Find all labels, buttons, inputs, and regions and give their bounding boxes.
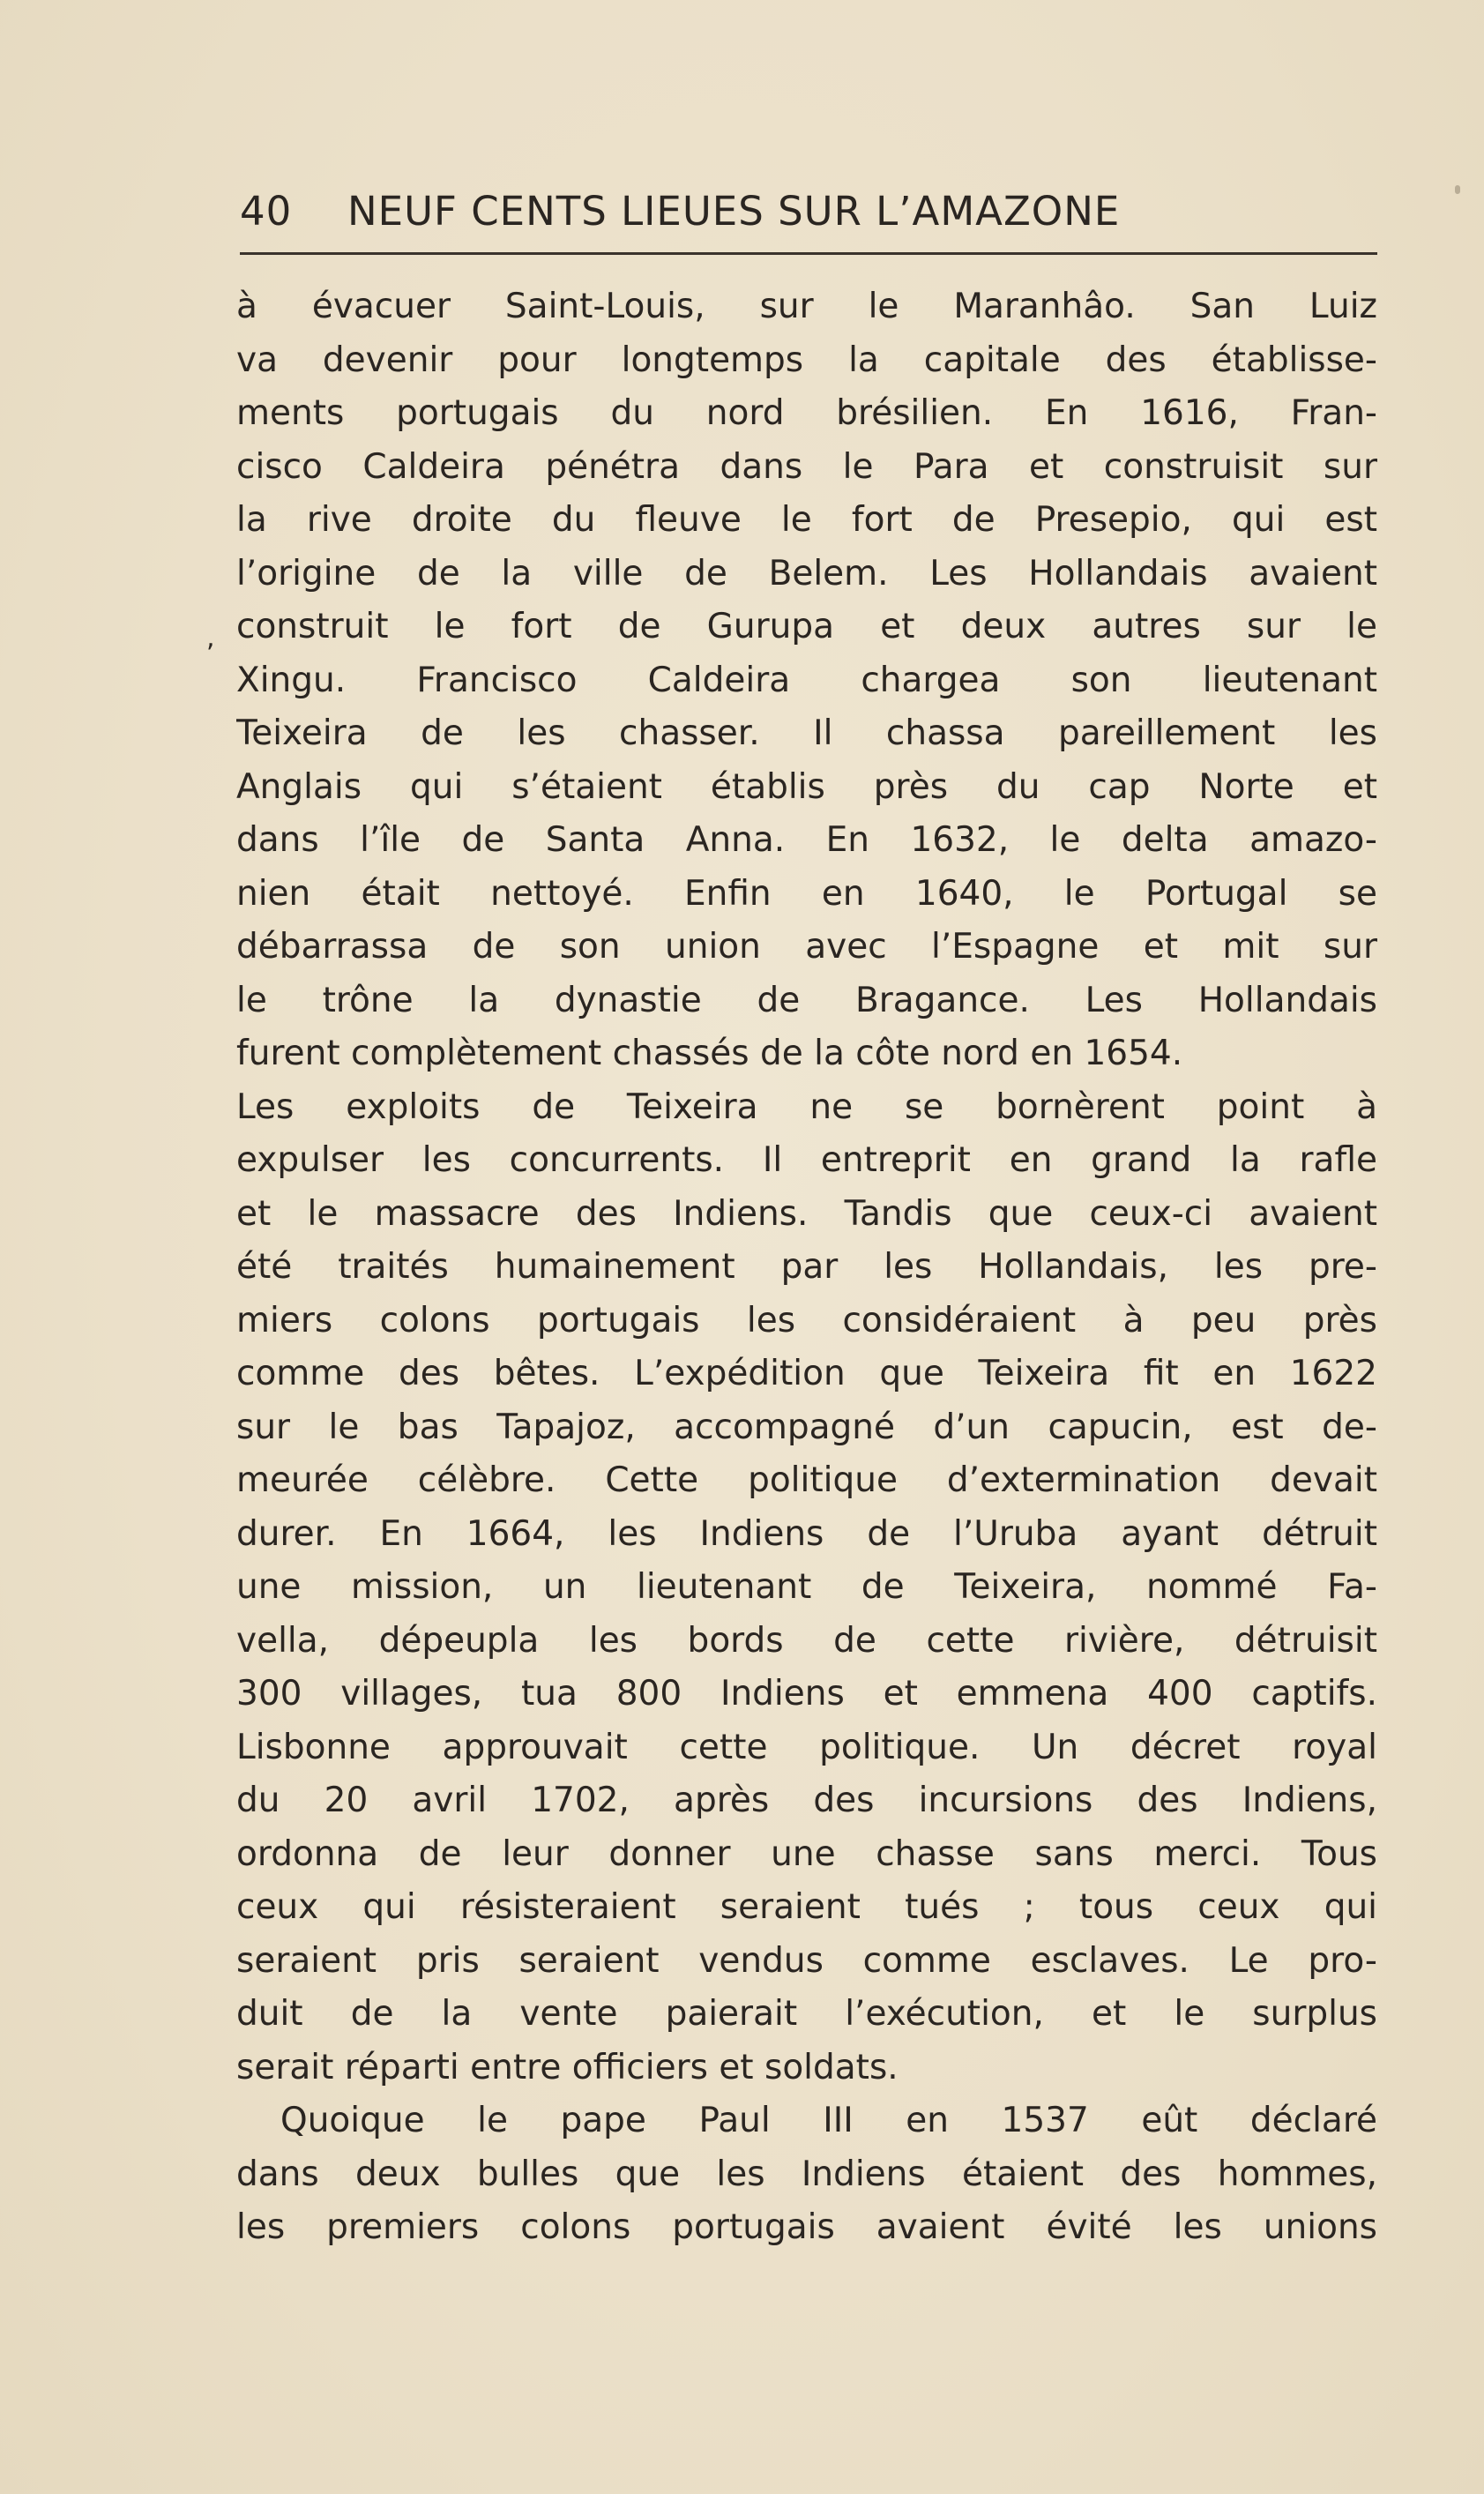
- text-line: les premiers colons portugais avaient évité les unions: [236, 2207, 1377, 2247]
- text-line: dans deux bulles que les Indiens étaient des hommes,: [236, 2154, 1377, 2194]
- text-line: été traités humainement par les Hollandais, les pre-: [236, 1247, 1377, 1287]
- text-line: Teixeira de les chasser. Il chassa pareillement les: [236, 713, 1377, 753]
- text-line: une mission, un lieutenant de Teixeira, nommé Fa-: [236, 1567, 1377, 1607]
- text-line: furent complètement chassés de la côte nord en 1654.: [236, 1034, 1183, 1073]
- text-line: et le massacre des Indiens. Tandis que ceux-ci avaient: [236, 1193, 1377, 1234]
- text-line: le trône la dynastie de Bragance. Les Hollandais: [236, 980, 1377, 1020]
- text-line: à évacuer Saint-Louis, sur le Maranhâo. San Luiz: [236, 287, 1377, 326]
- text-line: 300 villages, tua 800 Indiens et emmena 400 captifs.: [236, 1674, 1377, 1714]
- text-line: dans l’île de Santa Anna. En 1632, le delta amazo-: [236, 820, 1377, 860]
- stray-comma-mark: ,: [206, 623, 215, 653]
- text-line: expulser les concurrents. Il entreprit en grand la rafle: [236, 1140, 1377, 1180]
- page-number: 40: [240, 188, 293, 235]
- text-line: Anglais qui s’étaient établis près du cap Norte et: [236, 766, 1377, 807]
- text-line: ments portugais du nord brésilien. En 1616, Fran-: [236, 393, 1377, 433]
- text-line: Les exploits de Teixeira ne se bornèrent point à: [236, 1086, 1377, 1127]
- text-line: duit de la vente paierait l’exécution, et le surplus: [236, 1994, 1377, 2034]
- body-text: [236, 280, 1377, 2255]
- text-line: nien était nettoyé. Enfin en 1640, le Portugal se: [236, 873, 1377, 914]
- text-line: serait réparti entre officiers et soldats.: [236, 2047, 899, 2087]
- text-line: meurée célèbre. Cette politique d’extermination devait: [236, 1460, 1377, 1500]
- text-line: comme des bêtes. L’expédition que Teixeira fit en 1622: [236, 1354, 1377, 1393]
- text-line: seraient pris seraient vendus comme esclaves. Le pro-: [236, 1940, 1377, 1981]
- running-header: [240, 181, 1377, 243]
- text-line: Quoique le pape Paul III en 1537 eût déclaré: [280, 2101, 1377, 2140]
- text-line: Lisbonne approuvait cette politique. Un décret royal: [236, 1727, 1377, 1767]
- text-line: ceux qui résisteraient seraient tués ; tous ceux qui: [236, 1887, 1377, 1927]
- running-title: NEUF CENTS LIEUES SUR L’AMAZONE: [347, 188, 1121, 235]
- margin-speck: [1455, 185, 1460, 194]
- text-line: la rive droite du fleuve le fort de Presepio, qui est: [236, 500, 1377, 540]
- text-line: l’origine de la ville de Belem. Les Hollandais avaient: [236, 553, 1377, 594]
- text-line: cisco Caldeira pénétra dans le Para et construisit sur: [236, 446, 1377, 487]
- text-line: construit le fort de Gurupa et deux autres sur le: [236, 607, 1377, 646]
- text-line: débarrassa de son union avec l’Espagne et mit sur: [236, 927, 1377, 967]
- text-line: durer. En 1664, les Indiens de l’Uruba ayant détruit: [236, 1513, 1377, 1554]
- text-line: du 20 avril 1702, après des incursions des Indiens,: [236, 1781, 1377, 1820]
- header-rule: [240, 252, 1377, 255]
- text-line: miers colons portugais les considéraient à peu près: [236, 1300, 1377, 1340]
- text-line: ordonna de leur donner une chasse sans merci. Tous: [236, 1833, 1377, 1874]
- text-line: sur le bas Tapajoz, accompagné d’un capucin, est de-: [236, 1407, 1377, 1447]
- text-line: Xingu. Francisco Caldeira chargea son lieutenant: [236, 660, 1377, 700]
- text-line: vella, dépeupla les bords de cette rivière, détruisit: [236, 1620, 1377, 1661]
- text-line: va devenir pour longtemps la capitale des établisse-: [236, 340, 1377, 380]
